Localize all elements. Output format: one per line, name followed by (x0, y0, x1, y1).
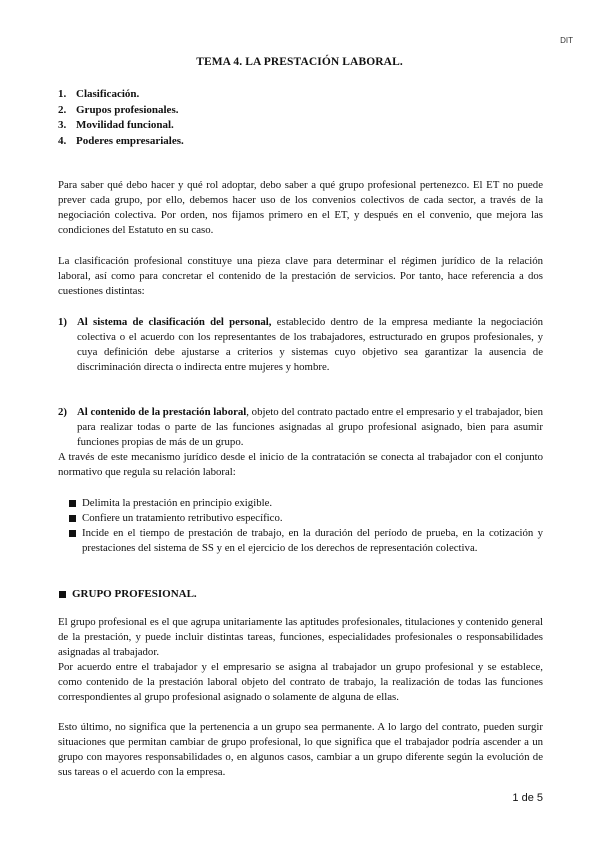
page-number: 1 de 5 (512, 792, 543, 804)
grupo-paragraph: El grupo profesional es el que agrupa unitariamente las aptitudes profesionales, titulaciones y contenido general de la prestación, y puede incluir distintas tareas, funciones, especialidades profesionales o responsabilidades asignadas al trabajador. (58, 616, 543, 658)
square-bullet-icon (69, 515, 76, 522)
list-item: Confiere un tratamiento retributivo específico. (68, 511, 543, 526)
intro-paragraph: Para saber qué debo hacer y qué rol adoptar, debo saber a qué grupo profesional pertenezco. El ET no puede prever cada grupo, por ello, debemos hacer uso de los convenios colectivos de cada sector, a través de la negociación colectiva. Por orden, nos fijamos primero en el ET, y después en el convenio, que mejora las condiciones del Estatuto en su caso. (58, 179, 543, 236)
toc-item: 3. Movilidad funcional. (58, 119, 174, 131)
list-item: Incide en el tiempo de prestación de trabajo, en la duración del período de prueba, en la cotización y prestaciones del sistema de SS y en el ejercicio de los derechos de representación colectiva. (68, 526, 543, 556)
square-bullet-icon (59, 591, 66, 598)
toc-item: 4. Poderes empresariales. (58, 134, 184, 147)
mecanismo-paragraph: A través de este mecanismo jurídico desde el inicio de la contratación se conecta al trabajador con el conjunto normativo que regula su relación laboral: (58, 451, 543, 478)
page-title: TEMA 4. LA PRESTACIÓN LABORAL. (196, 56, 403, 68)
toc-item: 2. Grupos profesionales. (58, 103, 179, 116)
clasificacion-paragraph: La clasificación profesional constituye una pieza clave para determinar el régimen jurídico de la relación laboral, así como para concretar el contenido de la prestación de servicios. Por tanto, hace referencia a dos cuestiones distintas: (58, 255, 543, 297)
table-of-contents (58, 87, 184, 149)
numbered-item: 1) Al sistema de clasificación del personal, establecido dentro de la empresa mediante la negociación colectiva o el acuerdo con los representantes de los trabajadores, estructurado en grupos profesionales, y cuya definición debe ajustarse a criterios y sistemas cuyo objetivo sea garantizar la ausencia de discriminación directa o indirecta entre mujeres y hombre. (58, 316, 544, 373)
list-item: Delimita la prestación en principio exigible. (68, 496, 543, 511)
numbered-item: 2) Al contenido de la prestación laboral, objeto del contrato pactado entre el empresario y el trabajador, bien para realizar todas o parte de las funciones asignadas al grupo profesional asignado, bien para asumir funciones propias de más de un grupo. (58, 406, 543, 448)
section-heading: GRUPO PROFESIONAL. (58, 587, 197, 602)
square-bullet-icon (69, 500, 76, 507)
grupo-paragraph: Esto último, no significa que la pertenencia a un grupo sea permanente. A lo largo del contrato, pueden surgir situaciones que permitan cambiar de grupo profesional, lo que significa que el trabajador podría ascender a un grupo con mayores responsabilidades o, en algunos casos, cambiar a un grupo diferente según la evolución de sus tareas o el acuerdo con la empresa. (58, 721, 543, 778)
toc-item: 1. Clasificación. (58, 88, 140, 100)
grupo-paragraph: Por acuerdo entre el trabajador y el empresario se asigna al trabajador un grupo profesional y se establece, como contenido de la prestación laboral objeto del contrato de trabajo, la realización de todas las funciones correspondientes al grupo profesional asignado o solamente de alguna de ellas. (58, 661, 543, 703)
header-code: DIT (560, 36, 573, 45)
bullet-list (68, 496, 543, 556)
square-bullet-icon (69, 530, 76, 537)
